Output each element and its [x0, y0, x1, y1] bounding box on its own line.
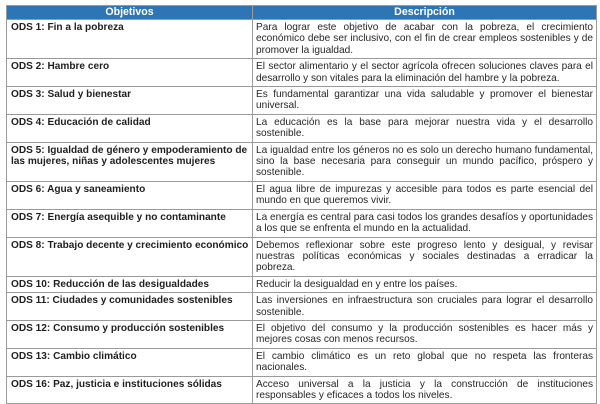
descripcion-cell: Las inversiones en infraestructura son cruciales para lograr el desarrollo sostenible.	[253, 293, 597, 321]
table-row	[7, 114, 597, 142]
descripcion-cell: La educación es la base para mejorar nuestra vida y el desarrollo sostenible.	[253, 114, 597, 142]
header-objetivos: Objetivos	[7, 6, 253, 20]
table-row	[7, 376, 597, 404]
objetivo-cell: ODS 13: Cambio climático	[7, 348, 253, 376]
descripcion-cell: El agua libre de impurezas y accesible para todos es parte esencial del mundo en que queremos vivir.	[253, 181, 597, 209]
objetivo-cell: ODS 10: Reducción de las desigualdades	[7, 276, 253, 292]
descripcion-cell: Es fundamental garantizar una vida saludable y promover el bienestar universal.	[253, 87, 597, 115]
objetivo-cell: ODS 8: Trabajo decente y crecimiento económico	[7, 237, 253, 276]
table-row	[7, 348, 597, 376]
header-descripcion: Descripción	[253, 6, 597, 20]
objetivo-cell: ODS 12: Consumo y producción sostenibles	[7, 320, 253, 348]
descripcion-cell: El objetivo del consumo y la producción sostenibles es hacer más y mejores cosas con menos recursos.	[253, 320, 597, 348]
descripcion-cell: Debemos reflexionar sobre este progreso lento y desigual, y revisar nuestras políticas económicas y sociales destinadas a erradicar la pobreza.	[253, 237, 597, 276]
table-row	[7, 142, 597, 181]
table-row	[7, 320, 597, 348]
objetivo-cell: ODS 7: Energía asequible y no contaminante	[7, 209, 253, 237]
descripcion-cell: Para lograr este objetivo de acabar con la pobreza, el crecimiento económico debe ser inclusivo, con el fin de crear empleos sostenibles y de promover la igualdad.	[253, 20, 597, 59]
table-row	[7, 209, 597, 237]
table-row	[7, 181, 597, 209]
objetivo-cell: ODS 5: Igualdad de género y empoderamiento de las mujeres, niñas y adolescentes mujeres	[7, 142, 253, 181]
table-row	[7, 59, 597, 87]
header-row	[7, 6, 597, 20]
objetivo-cell: ODS 11: Ciudades y comunidades sostenibles	[7, 293, 253, 321]
ods-table	[6, 5, 597, 404]
table-row	[7, 87, 597, 115]
table-row	[7, 276, 597, 292]
descripcion-cell: Reducir la desigualdad en y entre los países.	[253, 276, 597, 292]
objetivo-cell: ODS 2: Hambre cero	[7, 59, 253, 87]
descripcion-cell: La energía es central para casi todos los grandes desafíos y oportunidades a los que se enfrenta el mundo en la actualidad.	[253, 209, 597, 237]
descripcion-cell: La igualdad entre los géneros no es solo un derecho humano fundamental, sino la base necesaria para conseguir un mundo pacífico, próspero y sostenible.	[253, 142, 597, 181]
table-row	[7, 20, 597, 59]
table-row	[7, 237, 597, 276]
objetivo-cell: ODS 6: Agua y saneamiento	[7, 181, 253, 209]
descripcion-cell: Acceso universal a la justicia y la construcción de instituciones responsables y eficaces a todos los niveles.	[253, 376, 597, 404]
table-row	[7, 293, 597, 321]
objetivo-cell: ODS 3: Salud y bienestar	[7, 87, 253, 115]
descripcion-cell: El cambio climático es un reto global que no respeta las fronteras nacionales.	[253, 348, 597, 376]
objetivo-cell: ODS 16: Paz, justicia e instituciones sólidas	[7, 376, 253, 404]
objetivo-cell: ODS 4: Educación de calidad	[7, 114, 253, 142]
objetivo-cell: ODS 1: Fin a la pobreza	[7, 20, 253, 59]
descripcion-cell: El sector alimentario y el sector agrícola ofrecen soluciones claves para el desarrollo y son vitales para la eliminación del hambre y la pobreza.	[253, 59, 597, 87]
